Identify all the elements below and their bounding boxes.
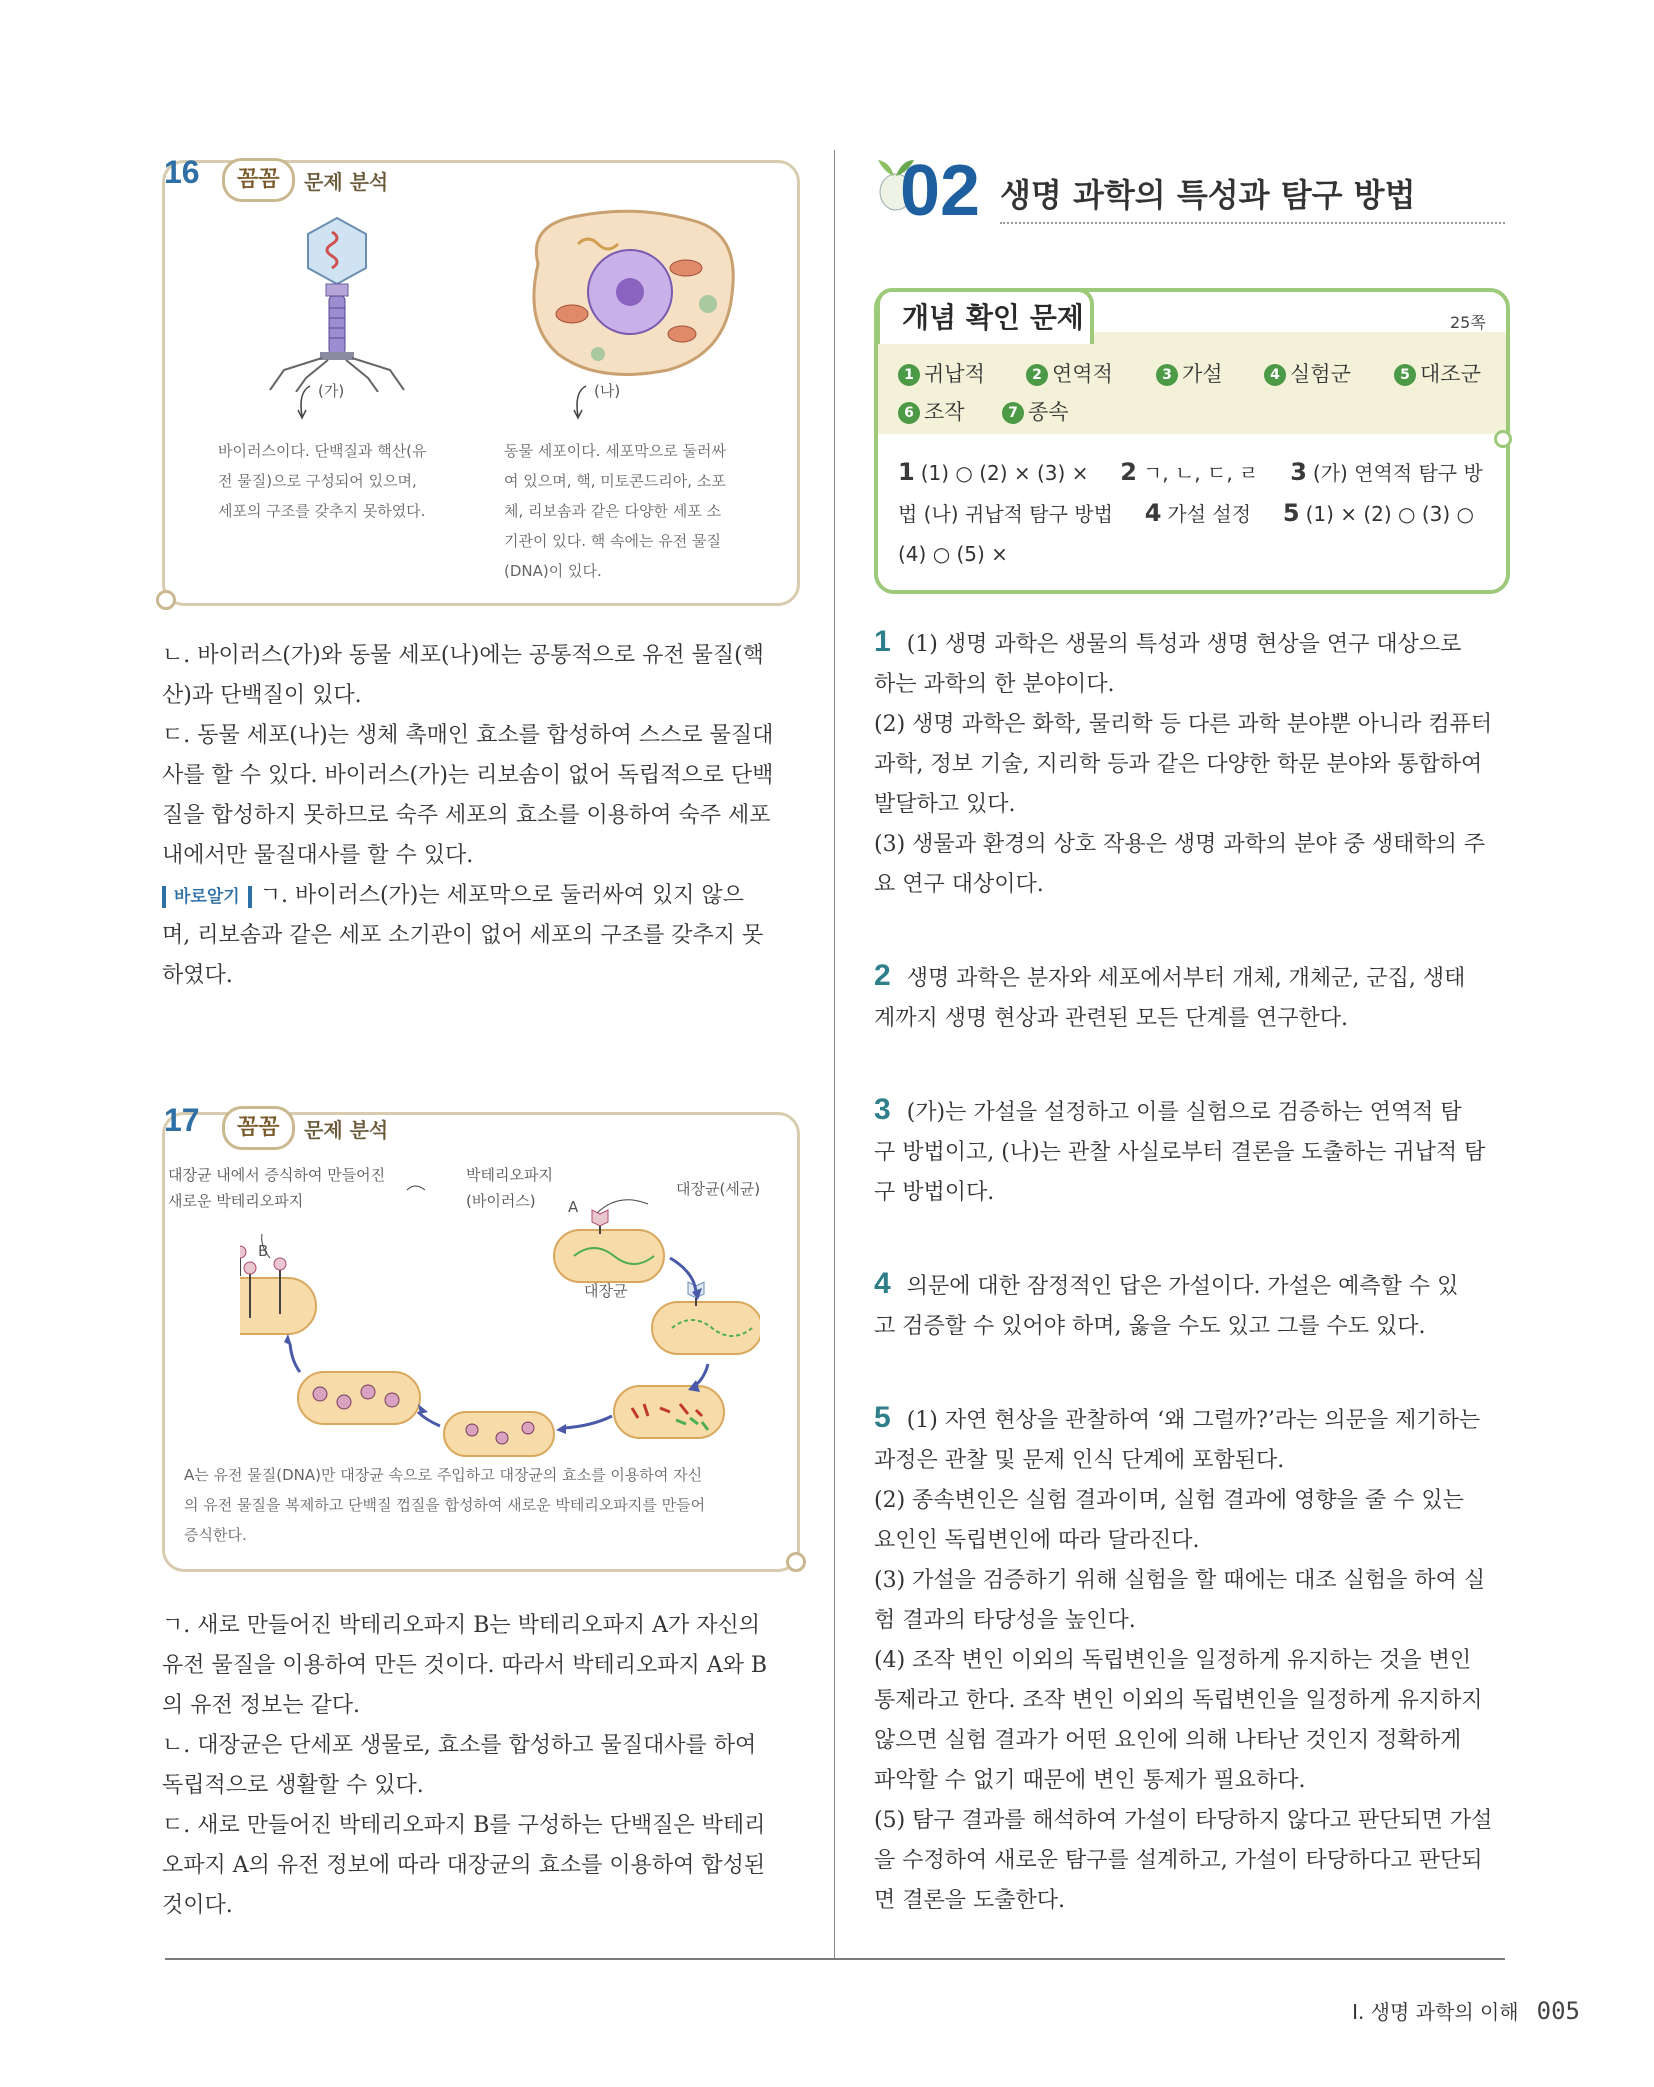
answer: 3 (가) 연역적 탐구 방법 (나) 귀납적 탐구 방법: [898, 458, 1483, 526]
figure-label-ga: (가): [318, 382, 345, 400]
problem-16-label: 문제 분석: [304, 170, 389, 194]
concept-keyword: 2 연역적: [1026, 358, 1113, 388]
phage-replication-cycle-illustration: [240, 1168, 760, 1468]
concept-keyword: 5 대조군: [1394, 358, 1481, 388]
answer-1-explanation: 1 (1) 생명 과학은 생물의 특성과 생명 현상을 연구 대상으로 하는 과학의 한 분야이다. (2) 생명 과학은 화학, 물리학 등 다른 과학 분야뿐 아니라 컴퓨터 과학, 정보 기술, 지리학 등과 같은 다양한 학문 분야와 통합하여 발달하고 있다. (3) 생물과 환경의 상호 작용은 생명 과학의 분야 중 생태학의 주 요 연구 대상이다.: [874, 625, 1493, 897]
chapter-label: Ⅰ. 생명 과학의 이해: [1352, 2000, 1519, 2024]
concept-answers: [898, 452, 1488, 574]
figure-label-na: (나): [594, 382, 621, 400]
concept-keyword: 6 조작: [898, 396, 965, 426]
answer-3-explanation: 3 (가)는 가설을 설정하고 이를 실험으로 검증하는 연역적 탐 구 방법이고, (나)는 관찰 사실로부터 결론을 도출하는 귀납적 탐 구 방법이다.: [874, 1093, 1486, 1205]
page-footer: [1352, 1996, 1580, 2025]
answer: 5 (1) × (2) ○ (3) ○ (4) ○ (5) ×: [898, 499, 1474, 566]
problem-16-number: 16: [164, 154, 200, 190]
arrow-icon: [292, 382, 316, 422]
new-phage-label: 대장균 내에서 증식하여 만들어진 새로운 박테리오파지: [168, 1166, 386, 1210]
phage-a-label: A: [568, 1198, 579, 1216]
concept-keyword: 3 가설: [1156, 358, 1223, 388]
concept-check-page-ref: 25쪽: [1450, 313, 1486, 332]
problem-17-number: 17: [164, 1102, 200, 1138]
page-number: 005: [1536, 1997, 1580, 2025]
answer: 1 (1) ○ (2) × (3) ×: [898, 458, 1089, 486]
arrow-icon: [568, 382, 592, 422]
problem-16-explanation: ㄴ. 바이러스(가)와 동물 세포(나)에는 공통적으로 유전 물질(핵 산)과 단백질이 있다. ㄷ. 동물 세포(나)는 생체 촉매인 효소를 합성하여 스스로 물질대 사를 할 수 있다. 바이러스(가)는 리보솜이 없어 독립적으로 단백 질을 합성하지 못하므로 숙주 세포의 효소를 이용하여 숙주 세포 내에서만 물질대사를 할 수 있다. 바로알기 ㄱ. 바이러스(가)는 세포막으로 둘러싸여 있지 않으 며, 리보솜과 같은 세포 소기관이 없어 세포의 구조를 갖추지 못 하였다.: [162, 643, 774, 988]
phage-b-label: B: [258, 1242, 269, 1260]
problem-17-caption: A는 유전 물질(DNA)만 대장균 속으로 주입하고 대장균의 효소를 이용하여 자신 의 유전 물질을 복제하고 단백질 껍질을 합성하여 새로운 박테리오파지를 만들어 증식한다.: [184, 1466, 706, 1544]
problem-17-explanation: ㄱ. 새로 만들어진 박테리오파지 B는 박테리오파지 A가 자신의 유전 물질을 이용하여 만든 것이다. 따라서 박테리오파지 A와 B 의 유전 정보는 같다. ㄴ. 대장균은 단세포 생물로, 효소를 합성하고 물질대사를 하여 독립적으로 생활할 수 있다. ㄷ. 새로 만들어진 박테리오파지 B를 구성하는 단백질은 박테리 오파지 A의 유전 정보에 따라 대장균의 효소를 이용하여 합성된 것이다.: [162, 1613, 768, 1918]
phage-label: 박테리오파지 (바이러스): [466, 1166, 553, 1210]
section-title-underline: [1000, 222, 1505, 224]
problem-17-tag: 꼼꼼: [222, 1106, 295, 1150]
animal-cell-illustration: [518, 204, 744, 380]
problem-16-tag: 꼼꼼: [222, 158, 295, 202]
ecoli-cell-label: 대장균(세균): [676, 1180, 761, 1198]
section-title: 생명 과학의 특성과 탐구 방법: [1000, 176, 1416, 214]
box-corner-knob: [1494, 430, 1512, 448]
bacteriophage-illustration: [262, 212, 412, 392]
concept-keyword: 1 귀납적: [898, 358, 985, 388]
correction-badge: 바로알기: [162, 886, 252, 908]
box-corner-knob: [786, 1552, 806, 1572]
section-number: 02: [900, 151, 981, 231]
answer-5-explanation: 5 (1) 자연 현상을 관찰하여 ‘왜 그럴까?’라는 의문을 제기하는 과정은 관찰 및 문제 인식 단계에 포함된다. (2) 종속변인은 실험 결과이며, 실험 결과에 영향을 줄 수 있는 요인인 독립변인에 따라 달라진다. (3) 가설을 검증하기 위해 실험을 할 때에는 대조 실험을 하여 실 험 결과의 타당성을 높인다. (4) 조작 변인 이외의 독립변인을 일정하게 유지하는 것을 변인 통제라고 한다. 조작 변인 이외의 독립변인을 일정하게 유지하지 않으면 실험 결과가 어떤 요인에 의해 나타난 것인지 정확하게 파악할 수 없기 때문에 변인 통제가 필요하다. (5) 탐구 결과를 해석하여 가설이 타당하지 않다고 판단되면 가설 을 수정하여 새로운 탐구를 설계하고, 가설이 타당하다고 판단되 면 결론을 도출한다.: [874, 1401, 1493, 1913]
answer: 2 ㄱ, ㄴ, ㄷ, ㄹ: [1120, 458, 1259, 486]
virus-caption: 바이러스이다. 단백질과 핵산(유 전 물질)으로 구성되어 있으며, 세포의 구조를 갖추지 못하였다.: [218, 442, 427, 520]
concept-keyword: 4 실험군: [1264, 358, 1351, 388]
animal-cell-caption: 동물 세포이다. 세포막으로 둘러싸 여 있으며, 핵, 미토콘드리아, 소포 체, 리보솜과 같은 다양한 세포 소 기관이 있다. 핵 속에는 유전 물질 (DNA)이 있다.: [504, 442, 726, 580]
footer-rule: [165, 1958, 1505, 1960]
ecoli-label: 대장균: [584, 1282, 628, 1300]
problem-17-label: 문제 분석: [304, 1118, 389, 1142]
answer-2-explanation: 2 생명 과학은 분자와 세포에서부터 개체, 개체군, 군집, 생태 계까지 생명 현상과 관련된 모든 단계를 연구한다.: [874, 959, 1466, 1031]
answer: 4 가설 설정: [1144, 499, 1252, 527]
column-divider: [834, 150, 835, 1958]
concept-keyword: 7 종속: [1002, 396, 1069, 426]
concept-check-title: 개념 확인 문제: [902, 301, 1084, 334]
box-corner-knob: [156, 590, 176, 610]
answer-4-explanation: 4 의문에 대한 잠정적인 답은 가설이다. 가설은 예측할 수 있 고 검증할 수 있어야 하며, 옳을 수도 있고 그를 수도 있다.: [874, 1267, 1459, 1339]
